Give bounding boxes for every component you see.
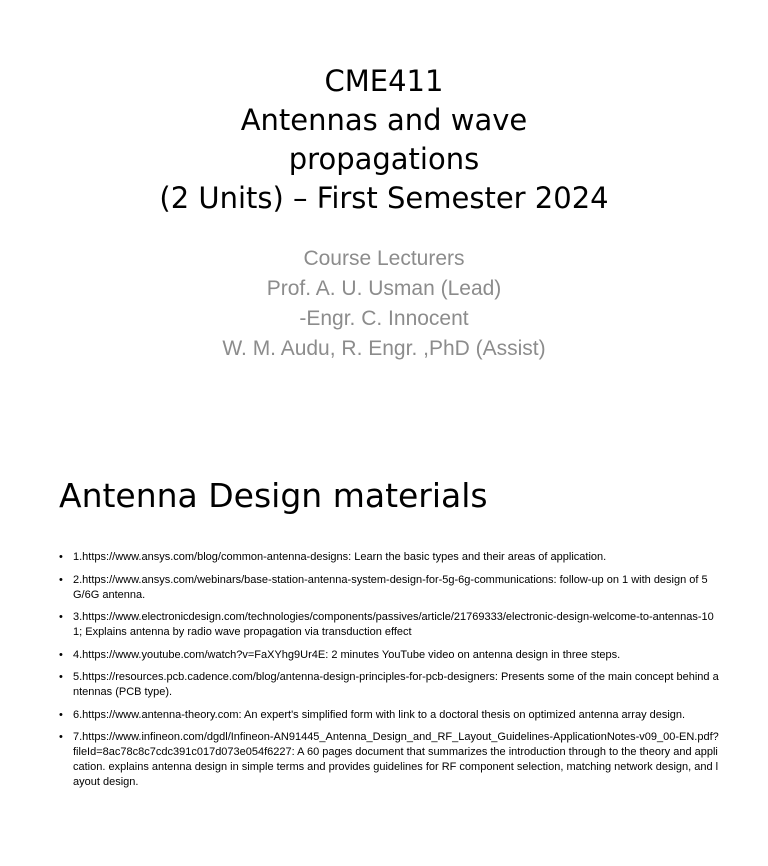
- lecturer-second: -Engr. C. Innocent: [299, 307, 469, 330]
- material-text[interactable]: 6.https://www.antenna-theory.com: An expert's simplified form with link to a doctoral thesis on optimized antenna array design.: [73, 708, 686, 721]
- lecturer-lead: Prof. A. U. Usman (Lead): [266, 277, 502, 300]
- bullet-glyph: •: [59, 573, 63, 586]
- bullet-glyph: •: [59, 671, 63, 683]
- material-text[interactable]: 1.https://www.ansys.com/blog/common-antenna-designs: Learn the basic types and their areas of application.: [73, 551, 607, 563]
- course-name-line-1: Antennas and wave: [240, 103, 528, 137]
- material-text[interactable]: 3.https://www.electronicdesign.com/technologies/components/passives/article/21769333/electronic-design-welcome-to-antennas-101; Explains antenna by radio wave propagation via transduction effect: [73, 611, 714, 638]
- bullet-glyph: •: [59, 708, 63, 721]
- material-text[interactable]: 4.https://www.youtube.com/watch?v=FaXYhg9Ur4E: 2 minutes YouTube video on antenna design in three steps.: [73, 648, 621, 661]
- list-item: [59, 670, 719, 700]
- section-heading: Antenna Design materials: [59, 476, 488, 515]
- list-item: [59, 648, 719, 663]
- list-item: [59, 550, 719, 565]
- course-title: [0, 62, 768, 218]
- bullet-glyph: •: [59, 648, 63, 661]
- bullet-glyph: •: [59, 731, 63, 743]
- bullet-glyph: •: [59, 551, 63, 563]
- material-text[interactable]: 2.https://www.ansys.com/webinars/base-station-antenna-system-design-for-5g-6g-communications: follow-up on 1 with design of 5G/6G antenna.: [73, 573, 708, 601]
- bullet-glyph: •: [59, 611, 63, 623]
- list-item: [59, 730, 719, 790]
- course-code: CME411: [324, 64, 444, 98]
- lecturer-assist: W. M. Audu, R. Engr. ,PhD (Assist): [222, 337, 546, 360]
- material-text[interactable]: 7.https://www.infineon.com/dgdl/Infineon-AN91445_Antenna_Design_and_RF_Layout_Guidelines-ApplicationNotes-v09_00-EN.pdf?fileId=8ac78c8c7cdc391c017d073e054f6227: A 60 pages document that summarizes the introduction through to the theory and application. explains antenna design in simple terms and provides guidelines for RF component selection, matching network design, and layout design.: [73, 731, 719, 788]
- lecturers-heading: Course Lecturers: [303, 247, 465, 270]
- list-item: [59, 573, 719, 603]
- list-item: [59, 708, 719, 723]
- materials-list: [59, 550, 719, 798]
- course-lecturers: [0, 244, 768, 364]
- list-item: [59, 610, 719, 640]
- material-text[interactable]: 5.https://resources.pcb.cadence.com/blog/antenna-design-principles-for-pcb-designers: Presents some of the main concept behind antennas (PCB type).: [73, 671, 719, 698]
- course-name-line-2: propagations: [288, 142, 480, 176]
- course-units-semester: (2 Units) – First Semester 2024: [159, 181, 609, 215]
